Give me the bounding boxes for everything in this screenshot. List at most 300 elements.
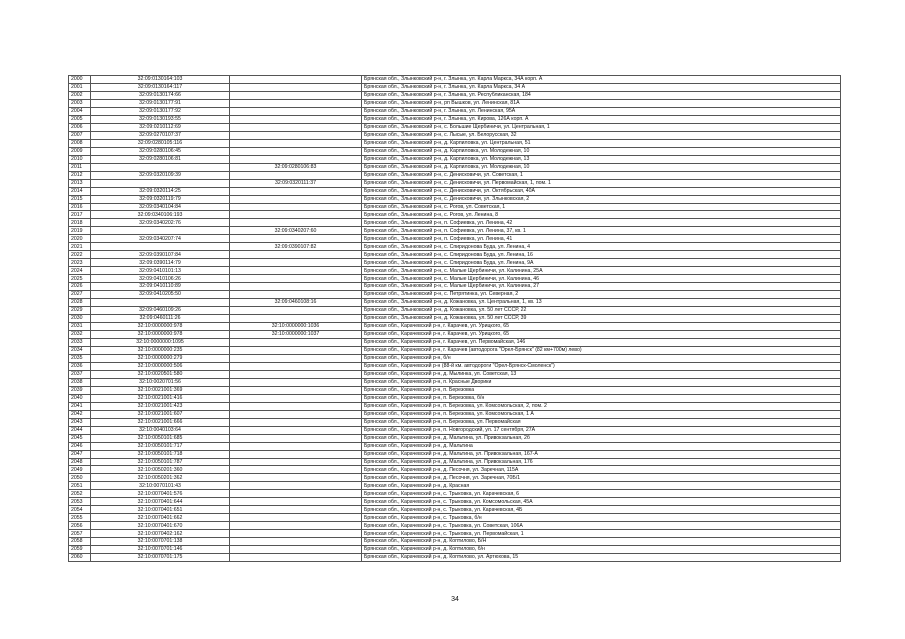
- cadastral-number-cell: 32:09:0280106:81: [91, 155, 230, 163]
- row-number-cell: 2006: [69, 123, 91, 131]
- related-cadastral-number-cell: [230, 394, 362, 402]
- row-number-cell: 2035: [69, 354, 91, 362]
- table-row: [69, 394, 841, 402]
- related-cadastral-number-cell: [230, 203, 362, 211]
- address-cell: Брянская обл., Карачевский р-н, с. Трыковка, б/н: [362, 514, 841, 522]
- table-row: [69, 115, 841, 123]
- table-row: [69, 227, 841, 235]
- address-cell: Брянская обл., Карачевский р-н, п. Новгородский, ул. 17 сентября, 27А: [362, 426, 841, 434]
- cadastral-number-cell: 32:10:0070401:651: [91, 506, 230, 514]
- cadastral-number-cell: 32:09:0410101:13: [91, 267, 230, 275]
- table-row: [69, 163, 841, 171]
- row-number-cell: 2010: [69, 155, 91, 163]
- row-number-cell: 2052: [69, 490, 91, 498]
- cadastral-number-cell: 32:09:0410106:26: [91, 275, 230, 283]
- row-number-cell: 2048: [69, 458, 91, 466]
- row-number-cell: 2016: [69, 203, 91, 211]
- cadastral-number-cell: 32:09:0130177:92: [91, 107, 230, 115]
- table-row: [69, 370, 841, 378]
- related-cadastral-number-cell: [230, 554, 362, 562]
- table-row: [69, 402, 841, 410]
- table-row: [69, 275, 841, 283]
- cadastral-number-cell: 32:09:0130177:91: [91, 99, 230, 107]
- cadastral-number-cell: [91, 179, 230, 187]
- address-cell: Брянская обл., Карачевский р-н, д. Песочня, ул. Заречная, 115А: [362, 466, 841, 474]
- related-cadastral-number-cell: 32:09:0320111:37: [230, 179, 362, 187]
- row-number-cell: 2050: [69, 474, 91, 482]
- cadastral-number-cell: 32:10:0040103:64: [91, 426, 230, 434]
- cadastral-number-cell: 32:09:0130174:66: [91, 91, 230, 99]
- cadastral-number-cell: 32:10:0021001:369: [91, 386, 230, 394]
- table-row: [69, 83, 841, 91]
- cadastral-number-cell: 32:10:0000000:506: [91, 362, 230, 370]
- related-cadastral-number-cell: [230, 378, 362, 386]
- table-row: [69, 458, 841, 466]
- address-cell: Брянская обл., Карачевский р-н, п. Красные Дворики: [362, 378, 841, 386]
- row-number-cell: 2043: [69, 418, 91, 426]
- table-row: [69, 139, 841, 147]
- address-cell: Брянская обл., Злынковский р-н, г. Злынка, ул. Ленинская, 95А: [362, 107, 841, 115]
- page-number: 34: [451, 596, 459, 603]
- address-cell: Брянская обл., Карачевский р-н, с. Трыковка, ул. Первомайская, 1: [362, 530, 841, 538]
- table-row: [69, 323, 841, 331]
- cadastral-number-cell: 32:10:0070401:576: [91, 490, 230, 498]
- related-cadastral-number-cell: [230, 139, 362, 147]
- table-row: [69, 442, 841, 450]
- address-cell: Брянская обл., Злынковский р-н, с. Денисковичи, ул. Первомайская, 1, пом. 1: [362, 179, 841, 187]
- related-cadastral-number-cell: 32:10:0000000:1037: [230, 331, 362, 339]
- address-cell: Брянская обл., Карачевский р-н, п. Березовка, ул. Комсомольская, 2, пом. 2: [362, 402, 841, 410]
- related-cadastral-number-cell: 32:09:0340207:60: [230, 227, 362, 235]
- address-cell: Брянская обл., Карачевский р-н, с. Трыковка, ул. Комсомольская, 45А: [362, 498, 841, 506]
- related-cadastral-number-cell: [230, 147, 362, 155]
- address-cell: Брянская обл., Злынковский р-н, г. Злынка, ул. Республиканская, 184: [362, 91, 841, 99]
- address-cell: Брянская обл., Карачевский р-н, п. Березовка, ул. Комсомольская, 1 А: [362, 410, 841, 418]
- related-cadastral-number-cell: [230, 538, 362, 546]
- cadastral-number-cell: 32:10:0021001:607: [91, 410, 230, 418]
- cadastral-number-cell: 32:09:0130164:103: [91, 76, 230, 84]
- row-number-cell: 2044: [69, 426, 91, 434]
- row-number-cell: 2037: [69, 370, 91, 378]
- row-number-cell: 2017: [69, 211, 91, 219]
- row-number-cell: 2058: [69, 538, 91, 546]
- related-cadastral-number-cell: [230, 76, 362, 84]
- table-row: [69, 123, 841, 131]
- row-number-cell: 2047: [69, 450, 91, 458]
- address-cell: Брянская обл., Злынковский р-н, д. Карпиловка, ул. Молодежная, 13: [362, 155, 841, 163]
- cadastral-number-cell: [91, 163, 230, 171]
- row-number-cell: 2011: [69, 163, 91, 171]
- row-number-cell: 2003: [69, 99, 91, 107]
- cadastral-number-cell: 32:10:0050101:717: [91, 442, 230, 450]
- table-row: [69, 554, 841, 562]
- row-number-cell: 2033: [69, 338, 91, 346]
- cadastral-number-cell: 32:09:0280106:45: [91, 147, 230, 155]
- table-row: [69, 331, 841, 339]
- address-cell: Брянская обл., Злынковский р-н, с. Рогов, ул. Ленина, 8: [362, 211, 841, 219]
- related-cadastral-number-cell: 32:09:0390107:82: [230, 243, 362, 251]
- address-cell: Брянская обл., Злынковский р-н, с. Лысые, ул. Белорусская, 32: [362, 131, 841, 139]
- related-cadastral-number-cell: [230, 91, 362, 99]
- address-cell: Брянская обл., Карачевский р-н, г. Карачев, ул. Урицкого, 65: [362, 331, 841, 339]
- cadastral-number-cell: 32:10:0070401:670: [91, 522, 230, 530]
- cadastral-number-cell: 32:10:0070701:138: [91, 538, 230, 546]
- row-number-cell: 2059: [69, 546, 91, 554]
- table-row: [69, 99, 841, 107]
- cadastral-number-cell: 32:09:0270107:37: [91, 131, 230, 139]
- table-row: [69, 283, 841, 291]
- cadastral-number-cell: 32:10:0070701:175: [91, 554, 230, 562]
- related-cadastral-number-cell: [230, 522, 362, 530]
- row-number-cell: 2030: [69, 315, 91, 323]
- cadastral-number-cell: 32:10:0020501:580: [91, 370, 230, 378]
- cadastral-number-cell: 32:09:0280105:116: [91, 139, 230, 147]
- row-number-cell: 2015: [69, 195, 91, 203]
- row-number-cell: 2053: [69, 498, 91, 506]
- cadastral-number-cell: 32:09:0320119:79: [91, 195, 230, 203]
- cadastral-number-cell: 32:10:0021001:416: [91, 394, 230, 402]
- cadastral-number-cell: 32:09:0460109:26: [91, 307, 230, 315]
- table-row: [69, 426, 841, 434]
- row-number-cell: 2057: [69, 530, 91, 538]
- related-cadastral-number-cell: 32:09:0280106:83: [230, 163, 362, 171]
- cadastral-number-cell: 32:09:0320114:25: [91, 187, 230, 195]
- address-cell: Брянская обл., Карачевский р-н, г. Карачев, ул. Урицкого, 65: [362, 323, 841, 331]
- row-number-cell: 2021: [69, 243, 91, 251]
- table-row: [69, 378, 841, 386]
- row-number-cell: 2045: [69, 434, 91, 442]
- cadastral-number-cell: [91, 243, 230, 251]
- address-cell: Брянская обл., Злынковский р-н, с. Рогов, ул. Советская, 1: [362, 203, 841, 211]
- related-cadastral-number-cell: [230, 283, 362, 291]
- cadastral-number-cell: 32:09:0130193:55: [91, 115, 230, 123]
- row-number-cell: 2013: [69, 179, 91, 187]
- related-cadastral-number-cell: [230, 514, 362, 522]
- cadastral-number-cell: 32:10:0050101:718: [91, 450, 230, 458]
- cadastral-number-cell: 32:10:0000000:1095: [91, 338, 230, 346]
- related-cadastral-number-cell: [230, 482, 362, 490]
- address-cell: Брянская обл., Злынковский р-н, с. Малые Щербиничи, ул. Калинина, 27: [362, 283, 841, 291]
- row-number-cell: 2020: [69, 235, 91, 243]
- row-number-cell: 2040: [69, 394, 91, 402]
- address-cell: Брянская обл., Карачевский р-н, п. Березовка: [362, 386, 841, 394]
- address-cell: Брянская обл., Карачевский р-н, б/н: [362, 354, 841, 362]
- address-cell: Брянская обл., Злынковский р-н, с. Большие Щербиничи, ул. Центральная, 1: [362, 123, 841, 131]
- cadastral-number-cell: 32:09:0340202:76: [91, 219, 230, 227]
- address-cell: Брянская обл., Злынковский р-н, с. Спиридонова Буда, ул. Ленина, 16: [362, 251, 841, 259]
- row-number-cell: 2005: [69, 115, 91, 123]
- row-number-cell: 2014: [69, 187, 91, 195]
- row-number-cell: 2038: [69, 378, 91, 386]
- address-cell: Брянская обл., Злынковский р-н, с. Малые Щербиничи, ул. Калинина, 25А: [362, 267, 841, 275]
- address-cell: Брянская обл., Злынковский р-н, с. Петрятинка, ул. Северная, 2: [362, 291, 841, 299]
- cadastral-number-cell: 32:10:0050201:362: [91, 474, 230, 482]
- address-cell: Брянская обл., Злынковский р-н, п. Софиевка, ул. Ленина, 41: [362, 235, 841, 243]
- cadastral-number-cell: 32:09:0410205:50: [91, 291, 230, 299]
- related-cadastral-number-cell: [230, 434, 362, 442]
- address-cell: Брянская обл., Злынковский р-н, г. Злынка, ул. Кирова, 126А корп. А: [362, 115, 841, 123]
- table-row: [69, 179, 841, 187]
- related-cadastral-number-cell: [230, 346, 362, 354]
- related-cadastral-number-cell: [230, 426, 362, 434]
- row-number-cell: 2004: [69, 107, 91, 115]
- cadastral-number-cell: 32:09:0390107:84: [91, 251, 230, 259]
- address-cell: Брянская обл., Злынковский р-н, п. Софиевка, ул. Ленина, 37, кв. 1: [362, 227, 841, 235]
- table-row: [69, 107, 841, 115]
- related-cadastral-number-cell: [230, 187, 362, 195]
- row-number-cell: 2039: [69, 386, 91, 394]
- registry-table: [68, 75, 841, 562]
- cadastral-number-cell: 32:10:0000000:235: [91, 346, 230, 354]
- table-row: [69, 522, 841, 530]
- cadastral-number-cell: 32:09:0340104:84: [91, 203, 230, 211]
- address-cell: Брянская обл., Карачевский р-н, д. Коптилово, б/н: [362, 546, 841, 554]
- address-cell: Брянская обл., Карачевский р-н, д. Мальтина, ул. Привокзальная, 176: [362, 458, 841, 466]
- row-number-cell: 2025: [69, 275, 91, 283]
- row-number-cell: 2034: [69, 346, 91, 354]
- address-cell: Брянская обл., Карачевский р-н, с. Трыковка, ул. Советская, 106А: [362, 522, 841, 530]
- table-row: [69, 450, 841, 458]
- row-number-cell: 2056: [69, 522, 91, 530]
- cadastral-number-cell: 32:09:0340207:74: [91, 235, 230, 243]
- related-cadastral-number-cell: [230, 307, 362, 315]
- address-cell: Брянская обл., Карачевский р-н, с. Трыковка, ул. Карачевская, 6: [362, 490, 841, 498]
- address-cell: Брянская обл., Злынковский р-н, с. Денисковичи, ул. Советская, 1: [362, 171, 841, 179]
- related-cadastral-number-cell: [230, 291, 362, 299]
- related-cadastral-number-cell: [230, 498, 362, 506]
- related-cadastral-number-cell: [230, 386, 362, 394]
- table-row: [69, 538, 841, 546]
- row-number-cell: 2007: [69, 131, 91, 139]
- related-cadastral-number-cell: [230, 450, 362, 458]
- table-row: [69, 251, 841, 259]
- table-row: [69, 338, 841, 346]
- table-row: [69, 307, 841, 315]
- table-row: [69, 235, 841, 243]
- cadastral-number-cell: 32:10:0021001:423: [91, 402, 230, 410]
- table-row: [69, 498, 841, 506]
- table-row: [69, 482, 841, 490]
- registry-table-body: [69, 76, 841, 562]
- related-cadastral-number-cell: [230, 171, 362, 179]
- address-cell: Брянская обл., Карачевский р-н, д. Мальтина: [362, 442, 841, 450]
- row-number-cell: 2023: [69, 259, 91, 267]
- table-row: [69, 530, 841, 538]
- address-cell: Брянская обл., Карачевский р-н (88-й км. автодороги "Орел-Брянск-Смоленск"): [362, 362, 841, 370]
- row-number-cell: 2028: [69, 299, 91, 307]
- related-cadastral-number-cell: [230, 83, 362, 91]
- table-row: [69, 195, 841, 203]
- row-number-cell: 2027: [69, 291, 91, 299]
- row-number-cell: 2000: [69, 76, 91, 84]
- table-row: [69, 490, 841, 498]
- address-cell: Брянская обл., Злынковский р-н, с. Спиридонова Буда, ул. Ленина, 4: [362, 243, 841, 251]
- cadastral-number-cell: 32:10:0070401:662: [91, 514, 230, 522]
- related-cadastral-number-cell: [230, 99, 362, 107]
- related-cadastral-number-cell: [230, 490, 362, 498]
- row-number-cell: 2055: [69, 514, 91, 522]
- table-row: [69, 131, 841, 139]
- address-cell: Брянская обл., Карачевский р-н, д. Мальтина, ул. Привокзальная, 167-А: [362, 450, 841, 458]
- address-cell: Брянская обл., Карачевский р-н, с. Трыковка, ул. Карачевская, 4Б: [362, 506, 841, 514]
- related-cadastral-number-cell: [230, 267, 362, 275]
- row-number-cell: 2054: [69, 506, 91, 514]
- row-number-cell: 2008: [69, 139, 91, 147]
- row-number-cell: 2041: [69, 402, 91, 410]
- table-row: [69, 418, 841, 426]
- cadastral-number-cell: 32:09:0460111:26: [91, 315, 230, 323]
- address-cell: Брянская обл., Карачевский р-н, г. Карачев (автодорога "Орел-Брянск" (82 км+700м) лево): [362, 346, 841, 354]
- table-row: [69, 546, 841, 554]
- row-number-cell: 2042: [69, 410, 91, 418]
- related-cadastral-number-cell: [230, 354, 362, 362]
- cadastral-number-cell: 32:10:0000000:279: [91, 354, 230, 362]
- table-row: [69, 434, 841, 442]
- row-number-cell: 2036: [69, 362, 91, 370]
- table-row: [69, 155, 841, 163]
- related-cadastral-number-cell: [230, 338, 362, 346]
- cadastral-number-cell: 32:09:0210112:69: [91, 123, 230, 131]
- related-cadastral-number-cell: [230, 107, 362, 115]
- address-cell: Брянская обл., Злынковский р-н, с. Денисковичи, ул. Злынковская, 2: [362, 195, 841, 203]
- cadastral-number-cell: 32:10:0000000:978: [91, 331, 230, 339]
- related-cadastral-number-cell: [230, 251, 362, 259]
- address-cell: Брянская обл., Злынковский р-н, рп Вышков, ул. Ленинская, 81А: [362, 99, 841, 107]
- related-cadastral-number-cell: [230, 442, 362, 450]
- address-cell: Брянская обл., Злынковский р-н, с. Денисковичи, ул. Октябрьская, 40А: [362, 187, 841, 195]
- cadastral-number-cell: 32:09:0320109:39: [91, 171, 230, 179]
- address-cell: Брянская обл., Злынковский р-н, г. Злынка, ул. Карла Маркса, 34А корп. А: [362, 76, 841, 84]
- row-number-cell: 2012: [69, 171, 91, 179]
- related-cadastral-number-cell: [230, 370, 362, 378]
- address-cell: Брянская обл., Злынковский р-н, с. Спиридонова Буда, ул. Ленина, 9А: [362, 259, 841, 267]
- row-number-cell: 2024: [69, 267, 91, 275]
- address-cell: Брянская обл., Карачевский р-н, д. Мальтина, ул. Привокзальная, 2б: [362, 434, 841, 442]
- cadastral-number-cell: [91, 227, 230, 235]
- related-cadastral-number-cell: [230, 259, 362, 267]
- address-cell: Брянская обл., Карачевский р-н, д. Коптилово, Б/Н: [362, 538, 841, 546]
- related-cadastral-number-cell: 32:09:0460108:16: [230, 299, 362, 307]
- related-cadastral-number-cell: [230, 546, 362, 554]
- table-row: [69, 506, 841, 514]
- related-cadastral-number-cell: [230, 131, 362, 139]
- related-cadastral-number-cell: [230, 115, 362, 123]
- table-row: [69, 346, 841, 354]
- row-number-cell: 2001: [69, 83, 91, 91]
- table-row: [69, 211, 841, 219]
- address-cell: Брянская обл., Карачевский р-н, п. Березовка, ул. Первомайская: [362, 418, 841, 426]
- row-number-cell: 2046: [69, 442, 91, 450]
- table-row: [69, 187, 841, 195]
- cadastral-number-cell: 32:10:0021001:666: [91, 418, 230, 426]
- cadastral-number-cell: 32:10:0070402:162: [91, 530, 230, 538]
- address-cell: Брянская обл., Злынковский р-н, д. Карпиловка, ул. Молодежная, 10: [362, 147, 841, 155]
- cadastral-number-cell: 32:10:0050101:787: [91, 458, 230, 466]
- address-cell: Брянская обл., Карачевский р-н, д. Коптилово, ул. Артюхова, 15: [362, 554, 841, 562]
- table-row: [69, 91, 841, 99]
- related-cadastral-number-cell: [230, 235, 362, 243]
- cadastral-number-cell: 32:10:0050101:685: [91, 434, 230, 442]
- related-cadastral-number-cell: 32:10:0000000:1036: [230, 323, 362, 331]
- cadastral-number-cell: 32:10:0070701:146: [91, 546, 230, 554]
- related-cadastral-number-cell: [230, 506, 362, 514]
- address-cell: Брянская обл., Злынковский р-н, с. Малые Щербиничи, ул. Калинина, 46: [362, 275, 841, 283]
- related-cadastral-number-cell: [230, 466, 362, 474]
- row-number-cell: 2022: [69, 251, 91, 259]
- address-cell: Брянская обл., Злынковский р-н, д. Кожановка, ул. 50 лет СССР, 22: [362, 307, 841, 315]
- related-cadastral-number-cell: [230, 458, 362, 466]
- table-row: [69, 147, 841, 155]
- address-cell: Брянская обл., Злынковский р-н, г. Злынка, ул. Карла Маркса, 34 А: [362, 83, 841, 91]
- row-number-cell: 2026: [69, 283, 91, 291]
- table-row: [69, 267, 841, 275]
- table-row: [69, 386, 841, 394]
- address-cell: Брянская обл., Карачевский р-н, п. Березовка, б/н: [362, 394, 841, 402]
- related-cadastral-number-cell: [230, 275, 362, 283]
- table-row: [69, 291, 841, 299]
- address-cell: Брянская обл., Злынковский р-н, п. Софиевка, ул. Ленина, 42: [362, 219, 841, 227]
- cadastral-number-cell: 32:10:0050201:360: [91, 466, 230, 474]
- table-row: [69, 354, 841, 362]
- related-cadastral-number-cell: [230, 195, 362, 203]
- table-row: [69, 410, 841, 418]
- row-number-cell: 2032: [69, 331, 91, 339]
- cadastral-number-cell: 32:09:0340106:193: [91, 211, 230, 219]
- table-row: [69, 315, 841, 323]
- related-cadastral-number-cell: [230, 402, 362, 410]
- row-number-cell: 2009: [69, 147, 91, 155]
- cadastral-number-cell: 32:10:0020701:56: [91, 378, 230, 386]
- row-number-cell: 2051: [69, 482, 91, 490]
- row-number-cell: 2018: [69, 219, 91, 227]
- table-row: [69, 171, 841, 179]
- related-cadastral-number-cell: [230, 362, 362, 370]
- related-cadastral-number-cell: [230, 418, 362, 426]
- row-number-cell: 2049: [69, 466, 91, 474]
- table-row: [69, 299, 841, 307]
- table-row: [69, 466, 841, 474]
- cadastral-number-cell: [91, 299, 230, 307]
- address-cell: Брянская обл., Карачевский р-н, г. Карачев, ул. Первомайская, 146: [362, 338, 841, 346]
- table-row: [69, 259, 841, 267]
- address-cell: Брянская обл., Злынковский р-н, д. Карпиловка, ул. Центральная, 51: [362, 139, 841, 147]
- row-number-cell: 2019: [69, 227, 91, 235]
- row-number-cell: 2031: [69, 323, 91, 331]
- cadastral-number-cell: 32:09:0390114:79: [91, 259, 230, 267]
- address-cell: Брянская обл., Злынковский р-н, д. Кожановка, ул. Центральная, 1, кв. 13: [362, 299, 841, 307]
- cadastral-number-cell: 32:09:0410110:89: [91, 283, 230, 291]
- related-cadastral-number-cell: [230, 155, 362, 163]
- address-cell: Брянская обл., Карачевский р-н, д. Мылинка, ул. Советская, 13: [362, 370, 841, 378]
- cadastral-number-cell: 32:09:0130164:117: [91, 83, 230, 91]
- table-row: [69, 76, 841, 84]
- cadastral-number-cell: 32:10:0070401:644: [91, 498, 230, 506]
- address-cell: Брянская обл., Злынковский р-н, д. Кожановка, ул. 50 лет СССР, 39: [362, 315, 841, 323]
- table-row: [69, 219, 841, 227]
- cadastral-number-cell: 32:10:0070101:43: [91, 482, 230, 490]
- address-cell: Брянская обл., Злынковский р-н, д. Карпиловка, ул. Молодежная, 10: [362, 163, 841, 171]
- table-row: [69, 203, 841, 211]
- table-row: [69, 474, 841, 482]
- row-number-cell: 2029: [69, 307, 91, 315]
- row-number-cell: 2060: [69, 554, 91, 562]
- table-row: [69, 362, 841, 370]
- table-row: [69, 243, 841, 251]
- related-cadastral-number-cell: [230, 410, 362, 418]
- table-row: [69, 514, 841, 522]
- related-cadastral-number-cell: [230, 474, 362, 482]
- related-cadastral-number-cell: [230, 211, 362, 219]
